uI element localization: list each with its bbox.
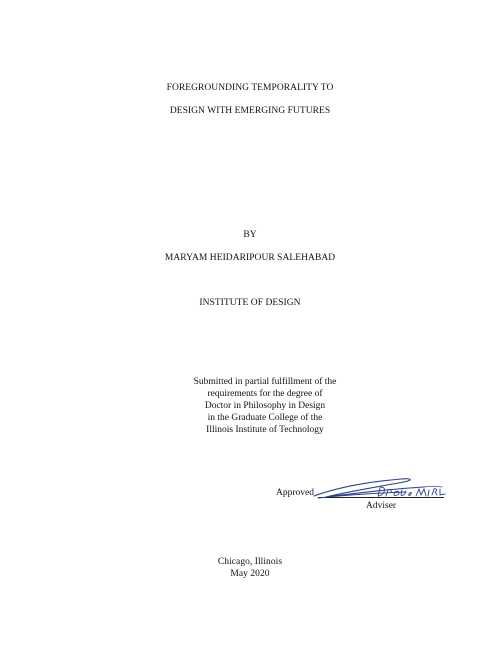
thesis-title-line-2: DESIGN WITH EMERGING FUTURES (169, 106, 331, 116)
submission-line: requirements for the degree of (207, 389, 323, 399)
submission-line: Submitted in partial fulfillment of the (193, 377, 337, 387)
submission-statement (0, 376, 500, 436)
approved-label: Approved (276, 488, 314, 498)
location: Chicago, Illinois (217, 557, 283, 567)
by-label: BY (243, 230, 257, 240)
thesis-title-line-1: FOREGROUNDING TEMPORALITY TO (166, 83, 334, 93)
submission-line: in the Graduate College of the (207, 413, 323, 423)
institute-name: INSTITUTE OF DESIGN (199, 298, 301, 308)
adviser-label: Adviser (366, 501, 397, 511)
submission-line: Illinois Institute of Technology (206, 425, 324, 435)
submission-line: Doctor in Philosophy in Design (204, 401, 326, 411)
author-name: MARYAM HEIDARIPOUR SALEHABAD (164, 253, 336, 263)
submission-date: May 2020 (230, 569, 270, 579)
